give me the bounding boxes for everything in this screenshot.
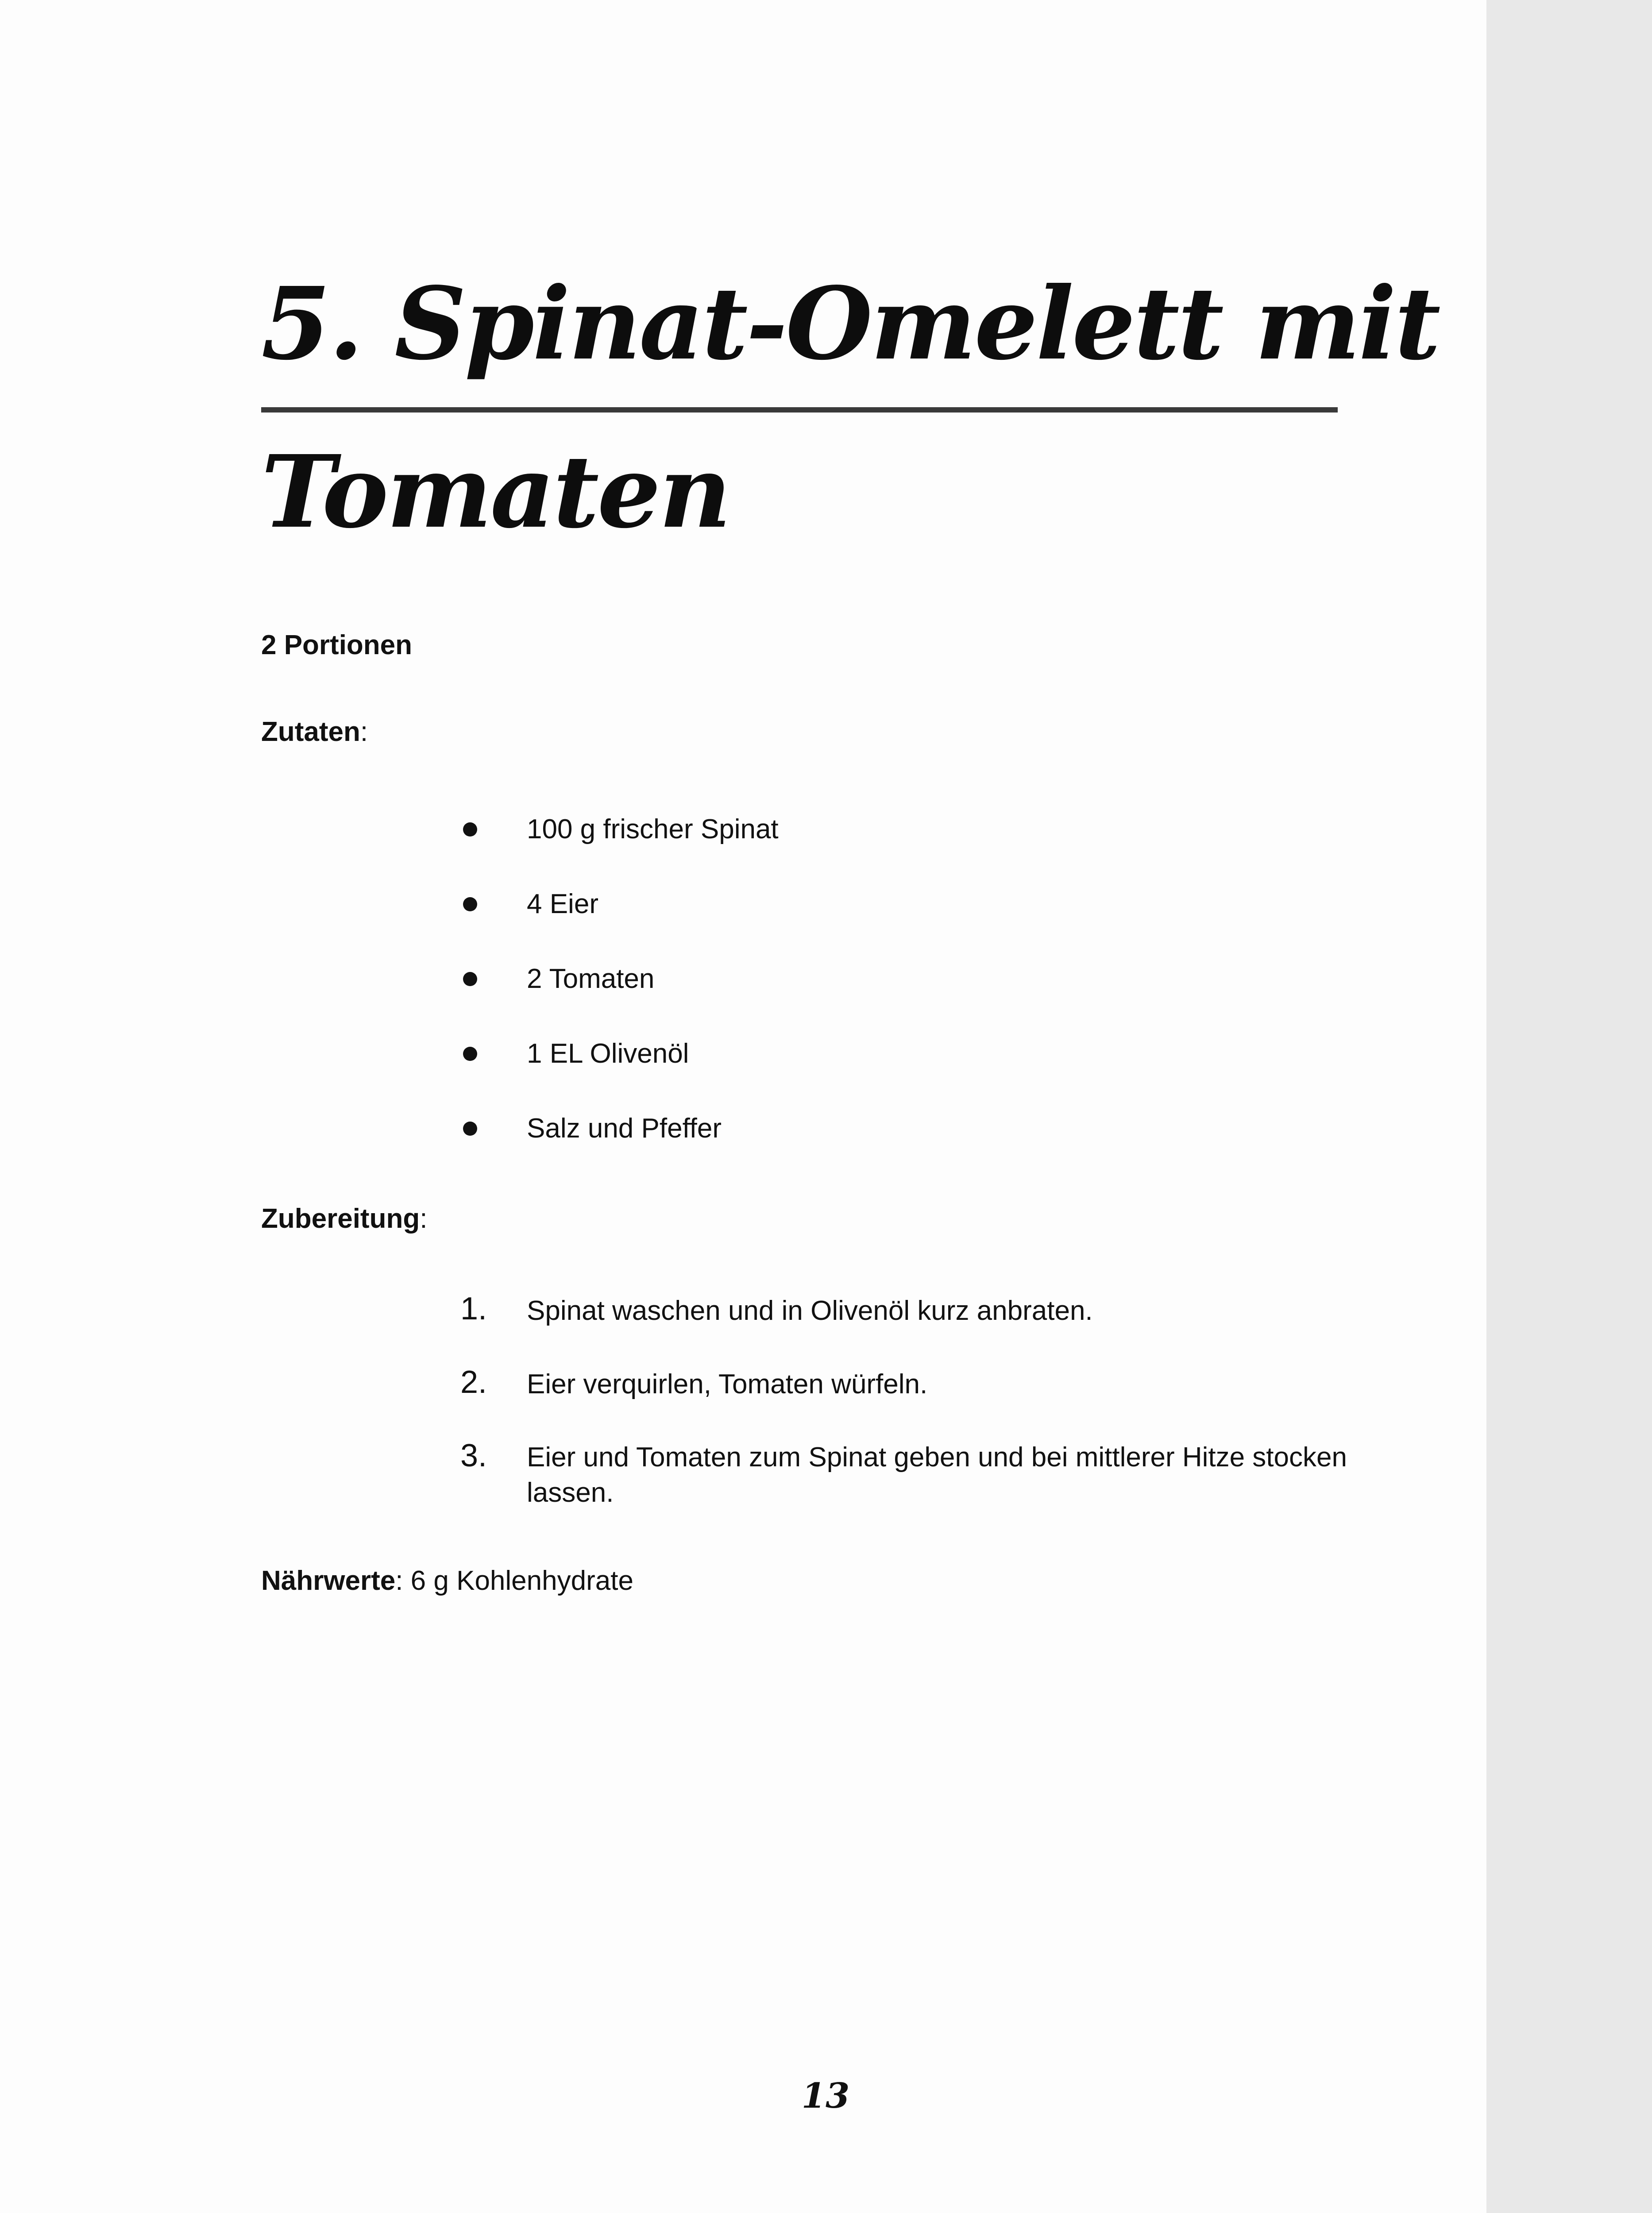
step-text-line-1: Eier und Tomaten zum Spinat geben und bei mittlerer Hitze stocken (527, 1442, 1347, 1473)
step-text-line-2: lassen. (527, 1477, 614, 1508)
bullet-icon (463, 897, 477, 911)
recipe-title-line-1: 5. Spinat-Omelett mit (261, 266, 1439, 382)
page-number: 13 (801, 2076, 850, 2116)
bullet-icon (463, 1122, 477, 1136)
nutrition-line: Nährwerte: 6 g Kohlenhydrate (261, 1565, 633, 1596)
viewer-side-panel (1486, 0, 1652, 2213)
bullet-icon (463, 822, 477, 837)
ingredient-text: Salz und Pfeffer (527, 1113, 722, 1144)
ingredients-heading-label: Zutaten (261, 717, 360, 747)
step-number: 3. (460, 1438, 487, 1473)
title-divider (261, 407, 1338, 413)
step-text: Eier verquirlen, Tomaten würfeln. (527, 1369, 928, 1400)
step-number: 2. (460, 1365, 487, 1400)
step-number: 1. (460, 1291, 487, 1326)
ingredients-heading: Zutaten: (261, 717, 368, 747)
ingredient-text: 1 EL Olivenöl (527, 1038, 689, 1069)
nutrition-heading: Nährwerte (261, 1565, 396, 1596)
preparation-heading: Zubereitung: (261, 1203, 428, 1234)
preparation-heading-label: Zubereitung (261, 1203, 420, 1234)
ingredient-text: 4 Eier (527, 889, 598, 919)
portions-label: 2 Portionen (261, 630, 413, 660)
step-text: Spinat waschen und in Olivenöl kurz anbraten. (527, 1295, 1093, 1326)
recipe-title-line-2: Tomaten (261, 434, 730, 551)
ingredient-text: 100 g frischer Spinat (527, 814, 779, 844)
bullet-icon (463, 972, 477, 986)
nutrition-value: 6 g Kohlenhydrate (410, 1565, 633, 1596)
ingredient-text: 2 Tomaten (527, 964, 655, 994)
bullet-icon (463, 1047, 477, 1061)
